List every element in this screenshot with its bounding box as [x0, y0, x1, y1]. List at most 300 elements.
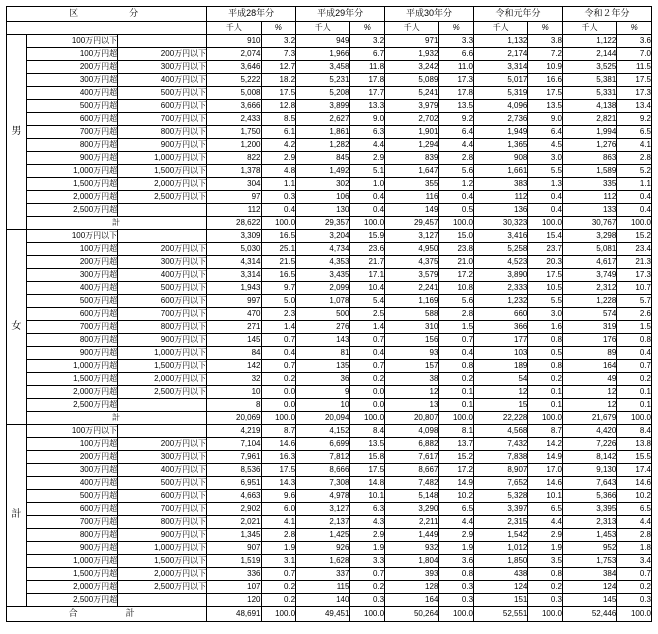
value-percent: 8.7 [528, 425, 563, 438]
value-percent: 0.8 [528, 334, 563, 347]
bracket-lower-bound: 700万円超 [26, 321, 117, 334]
value-thousands: 3,579 [385, 269, 439, 282]
value-thousands: 8,667 [385, 464, 439, 477]
value-percent: 13.7 [439, 438, 474, 451]
value-percent: 0.1 [439, 386, 474, 399]
value-percent: 23.7 [528, 243, 563, 256]
value-thousands: 142 [207, 360, 261, 373]
value-thousands: 1,122 [562, 35, 616, 48]
value-percent: 0.7 [439, 334, 474, 347]
value-percent: 6.5 [439, 503, 474, 516]
grand-total-thousands: 48,691 [207, 607, 261, 622]
value-thousands: 2,137 [296, 516, 350, 529]
value-percent: 3.0 [528, 308, 563, 321]
value-percent: 14.3 [261, 477, 296, 490]
value-percent: 17.5 [350, 464, 385, 477]
table-row [7, 269, 652, 282]
grand-total-row [7, 607, 652, 622]
bracket-lower-bound: 300万円超 [26, 269, 117, 282]
bracket-upper-bound: 700万円以下 [118, 503, 207, 516]
value-thousands: 4,663 [207, 490, 261, 503]
table-row [7, 477, 652, 490]
value-percent: 10.7 [617, 282, 652, 295]
bracket-lower-bound: 300万円超 [26, 464, 117, 477]
value-percent: 14.6 [261, 438, 296, 451]
value-percent: 0.0 [261, 399, 296, 412]
table-row [7, 542, 652, 555]
value-percent: 0.0 [350, 399, 385, 412]
bracket-lower-bound: 2,000万円超 [26, 386, 117, 399]
value-thousands: 130 [296, 204, 350, 217]
group-label-male: 男 [7, 35, 27, 230]
value-thousands: 4,523 [474, 256, 528, 269]
value-thousands: 143 [296, 334, 350, 347]
table-row [7, 100, 652, 113]
bracket-lower-bound: 900万円超 [26, 347, 117, 360]
value-percent: 0.4 [617, 204, 652, 217]
value-percent: 8.1 [439, 425, 474, 438]
value-percent: 17.3 [617, 269, 652, 282]
value-percent: 0.0 [350, 386, 385, 399]
value-percent: 13.4 [617, 100, 652, 113]
subtotal-label-male: 計 [26, 217, 206, 230]
value-percent: 9.2 [439, 113, 474, 126]
value-thousands: 1,453 [562, 529, 616, 542]
value-thousands: 49 [562, 373, 616, 386]
bracket-lower-bound: 600万円超 [26, 113, 117, 126]
value-percent: 0.8 [617, 334, 652, 347]
bracket-upper-bound: 900万円以下 [118, 334, 207, 347]
value-percent: 0.3 [261, 191, 296, 204]
table-row [7, 425, 652, 438]
value-thousands: 3,458 [296, 61, 350, 74]
value-percent: 15.2 [439, 451, 474, 464]
subtotal-percent: 100.0 [528, 217, 563, 230]
bracket-upper-bound: 1,000万円以下 [118, 152, 207, 165]
value-percent: 0.4 [439, 347, 474, 360]
value-thousands: 2,821 [562, 113, 616, 126]
value-percent: 5.0 [261, 295, 296, 308]
value-thousands: 1,647 [385, 165, 439, 178]
grand-total-label: 合 計 [7, 607, 207, 622]
value-thousands: 910 [207, 35, 261, 48]
value-thousands: 5,081 [562, 243, 616, 256]
value-thousands: 4,375 [385, 256, 439, 269]
table-row [7, 243, 652, 256]
subtotal-thousands: 30,323 [474, 217, 528, 230]
value-percent: 2.5 [350, 308, 385, 321]
value-thousands: 10 [207, 386, 261, 399]
value-thousands: 156 [385, 334, 439, 347]
value-percent: 4.5 [528, 139, 563, 152]
bracket-lower-bound: 700万円超 [26, 516, 117, 529]
value-percent: 0.3 [439, 594, 474, 607]
header-year-4: 令和元年分 [474, 7, 563, 22]
value-thousands: 5,366 [562, 490, 616, 503]
value-thousands: 120 [207, 594, 261, 607]
value-percent: 7.3 [261, 48, 296, 61]
table-row [7, 126, 652, 139]
value-percent: 14.9 [439, 477, 474, 490]
value-percent: 14.6 [528, 477, 563, 490]
value-percent: 0.1 [528, 386, 563, 399]
value-percent: 21.7 [350, 256, 385, 269]
value-thousands: 124 [474, 581, 528, 594]
value-thousands: 5,008 [207, 87, 261, 100]
value-percent: 1.0 [350, 178, 385, 191]
bracket-lower-bound: 2,000万円超 [26, 581, 117, 594]
bracket-upper-bound: 800万円以下 [118, 126, 207, 139]
value-thousands: 116 [385, 191, 439, 204]
value-percent: 4.1 [617, 139, 652, 152]
value-thousands: 908 [474, 152, 528, 165]
bracket-lower-bound: 100万円以下 [26, 425, 117, 438]
value-percent: 0.4 [439, 191, 474, 204]
value-percent: 2.3 [261, 308, 296, 321]
value-percent: 2.8 [439, 152, 474, 165]
value-thousands: 164 [562, 360, 616, 373]
value-percent: 3.1 [261, 555, 296, 568]
bracket-upper-bound: 200万円以下 [118, 438, 207, 451]
value-percent: 3.3 [439, 35, 474, 48]
value-percent: 18.2 [261, 74, 296, 87]
table-row [7, 451, 652, 464]
value-thousands: 7,812 [296, 451, 350, 464]
value-percent: 0.7 [617, 360, 652, 373]
value-percent: 4.3 [350, 516, 385, 529]
table-row [7, 152, 652, 165]
bracket-lower-bound: 900万円超 [26, 152, 117, 165]
bracket-upper-bound: 300万円以下 [118, 451, 207, 464]
grand-total-thousands: 52,551 [474, 607, 528, 622]
value-thousands: 5,222 [207, 74, 261, 87]
table-row [7, 516, 652, 529]
value-thousands: 4,353 [296, 256, 350, 269]
value-percent: 0.7 [350, 568, 385, 581]
value-percent: 0.2 [261, 373, 296, 386]
value-thousands: 1,492 [296, 165, 350, 178]
subtotal-thousands: 28,622 [207, 217, 261, 230]
value-thousands: 276 [296, 321, 350, 334]
value-percent: 21.0 [439, 256, 474, 269]
value-thousands: 54 [474, 373, 528, 386]
bracket-lower-bound: 1,500万円超 [26, 568, 117, 581]
bracket-upper-bound: 700万円以下 [118, 308, 207, 321]
value-percent: 8.4 [617, 425, 652, 438]
value-percent: 15.8 [350, 451, 385, 464]
value-thousands: 470 [207, 308, 261, 321]
bracket-upper-bound: 2,000万円以下 [118, 373, 207, 386]
value-thousands: 2,241 [385, 282, 439, 295]
value-percent: 5.4 [350, 295, 385, 308]
subtotal-percent: 100.0 [528, 412, 563, 425]
value-percent: 4.4 [439, 139, 474, 152]
value-thousands: 7,104 [207, 438, 261, 451]
value-percent: 8.5 [261, 113, 296, 126]
value-thousands: 3,127 [385, 230, 439, 243]
value-thousands: 3,646 [207, 61, 261, 74]
value-percent: 0.7 [261, 360, 296, 373]
value-thousands: 4,314 [207, 256, 261, 269]
value-thousands: 384 [562, 568, 616, 581]
value-thousands: 971 [385, 35, 439, 48]
value-thousands: 383 [474, 178, 528, 191]
value-percent: 4.2 [261, 139, 296, 152]
value-thousands: 107 [207, 581, 261, 594]
table-row [7, 321, 652, 334]
bracket-upper-bound: 1,500万円以下 [118, 165, 207, 178]
value-percent: 15.4 [528, 230, 563, 243]
bracket-upper-bound: 1,000万円以下 [118, 542, 207, 555]
bracket-upper-bound: 2,500万円以下 [118, 386, 207, 399]
value-thousands: 8 [207, 399, 261, 412]
value-percent: 1.9 [439, 542, 474, 555]
value-thousands: 3,395 [562, 503, 616, 516]
table-row [7, 204, 652, 217]
value-thousands: 15 [474, 399, 528, 412]
bracket-upper-bound: 2,500万円以下 [118, 191, 207, 204]
bracket-lower-bound: 600万円超 [26, 503, 117, 516]
value-thousands: 4,219 [207, 425, 261, 438]
value-thousands: 574 [562, 308, 616, 321]
value-thousands: 3,979 [385, 100, 439, 113]
bracket-upper-bound: 1,000万円以下 [118, 347, 207, 360]
value-percent: 0.8 [439, 568, 474, 581]
bracket-lower-bound: 1,500万円超 [26, 373, 117, 386]
bracket-upper-bound: 1,500万円以下 [118, 555, 207, 568]
value-thousands: 128 [385, 581, 439, 594]
value-percent: 2.9 [350, 529, 385, 542]
value-thousands: 2,313 [562, 516, 616, 529]
value-percent: 0.1 [439, 399, 474, 412]
value-thousands: 997 [207, 295, 261, 308]
value-thousands: 3,525 [562, 61, 616, 74]
value-percent: 23.4 [617, 243, 652, 256]
value-percent: 3.3 [350, 555, 385, 568]
table-row [7, 581, 652, 594]
table-row [7, 230, 652, 243]
value-thousands: 1,750 [207, 126, 261, 139]
value-percent: 2.8 [617, 152, 652, 165]
bracket-lower-bound: 1,000万円超 [26, 555, 117, 568]
value-thousands: 38 [385, 373, 439, 386]
value-thousands: 84 [207, 347, 261, 360]
value-thousands: 7,652 [474, 477, 528, 490]
value-thousands: 2,174 [474, 48, 528, 61]
value-percent: 11.5 [617, 61, 652, 74]
value-percent: 4.4 [617, 516, 652, 529]
header-unit-2: 千人 [296, 22, 350, 35]
bracket-upper-bound: 800万円以下 [118, 516, 207, 529]
value-thousands: 3,890 [474, 269, 528, 282]
bracket-upper-bound: 600万円以下 [118, 100, 207, 113]
value-percent: 10.1 [528, 490, 563, 503]
value-thousands: 1,200 [207, 139, 261, 152]
bracket-upper-bound: 200万円以下 [118, 48, 207, 61]
value-thousands: 6,882 [385, 438, 439, 451]
subtotal-percent: 100.0 [617, 217, 652, 230]
value-thousands: 355 [385, 178, 439, 191]
value-percent: 1.4 [261, 321, 296, 334]
value-percent: 13.5 [528, 100, 563, 113]
grand-total-percent: 100.0 [350, 607, 385, 622]
value-percent: 13.5 [439, 100, 474, 113]
bracket-upper-bound: 2,500万円以下 [118, 581, 207, 594]
value-thousands: 4,978 [296, 490, 350, 503]
value-percent: 1.8 [617, 542, 652, 555]
group-label-female: 女 [7, 230, 27, 425]
table-row [7, 529, 652, 542]
subtotal-thousands: 29,357 [296, 217, 350, 230]
value-thousands: 2,736 [474, 113, 528, 126]
value-percent: 23.8 [439, 243, 474, 256]
value-percent: 2.8 [261, 529, 296, 542]
group-label-total: 計 [7, 425, 27, 607]
value-percent: 3.2 [261, 35, 296, 48]
value-percent: 0.2 [350, 373, 385, 386]
value-percent: 6.7 [350, 48, 385, 61]
subtotal-thousands: 30,767 [562, 217, 616, 230]
value-percent: 0.7 [261, 334, 296, 347]
header-year-5: 令和２年分 [562, 7, 651, 22]
value-thousands: 1,861 [296, 126, 350, 139]
value-thousands: 3,242 [385, 61, 439, 74]
table-row [7, 490, 652, 503]
value-thousands: 7,432 [474, 438, 528, 451]
value-percent: 14.9 [528, 451, 563, 464]
value-percent: 17.2 [439, 464, 474, 477]
value-percent: 0.8 [439, 360, 474, 373]
subtotal-label-female: 計 [26, 412, 206, 425]
value-thousands: 1,949 [474, 126, 528, 139]
grand-total-percent: 100.0 [617, 607, 652, 622]
bracket-upper-bound: 2,000万円以下 [118, 568, 207, 581]
value-percent: 5.5 [528, 165, 563, 178]
value-thousands: 135 [296, 360, 350, 373]
table-row [7, 594, 652, 607]
value-thousands: 5,328 [474, 490, 528, 503]
value-percent: 16.5 [261, 230, 296, 243]
value-thousands: 8,536 [207, 464, 261, 477]
table-row [7, 360, 652, 373]
bracket-lower-bound: 500万円超 [26, 100, 117, 113]
bracket-lower-bound: 1,500万円超 [26, 178, 117, 191]
grand-total-thousands: 49,451 [296, 607, 350, 622]
value-thousands: 907 [207, 542, 261, 555]
bracket-upper-bound [118, 594, 207, 607]
value-thousands: 6,699 [296, 438, 350, 451]
value-thousands: 6,951 [207, 477, 261, 490]
value-percent: 0.2 [261, 581, 296, 594]
value-percent: 17.5 [617, 74, 652, 87]
subtotal-thousands: 21,679 [562, 412, 616, 425]
value-thousands: 157 [385, 360, 439, 373]
value-thousands: 7,226 [562, 438, 616, 451]
bracket-lower-bound: 1,000万円超 [26, 165, 117, 178]
value-percent: 0.0 [261, 386, 296, 399]
bracket-upper-bound [118, 425, 207, 438]
value-thousands: 2,021 [207, 516, 261, 529]
value-thousands: 500 [296, 308, 350, 321]
value-thousands: 12 [385, 386, 439, 399]
value-percent: 10.2 [617, 490, 652, 503]
value-percent: 8.7 [261, 425, 296, 438]
value-percent: 6.0 [261, 503, 296, 516]
value-thousands: 3,435 [296, 269, 350, 282]
table-row [7, 61, 652, 74]
bracket-lower-bound: 200万円超 [26, 451, 117, 464]
bracket-lower-bound: 100万円超 [26, 243, 117, 256]
value-thousands: 5,208 [296, 87, 350, 100]
value-thousands: 1,012 [474, 542, 528, 555]
value-percent: 25.1 [261, 243, 296, 256]
value-percent: 0.1 [528, 399, 563, 412]
value-percent: 0.2 [528, 581, 563, 594]
bracket-lower-bound: 700万円超 [26, 126, 117, 139]
value-thousands: 1,232 [474, 295, 528, 308]
header-unit-1: 千人 [207, 22, 261, 35]
value-thousands: 302 [296, 178, 350, 191]
value-percent: 13.3 [350, 100, 385, 113]
header-year-3: 平成30年分 [385, 7, 474, 22]
table-body [7, 7, 652, 622]
value-thousands: 89 [562, 347, 616, 360]
table-row [7, 256, 652, 269]
value-thousands: 7,617 [385, 451, 439, 464]
value-percent: 17.3 [439, 74, 474, 87]
grand-total-percent: 100.0 [528, 607, 563, 622]
bracket-lower-bound: 2,500万円超 [26, 204, 117, 217]
value-percent: 0.2 [350, 581, 385, 594]
table-row [7, 438, 652, 451]
value-percent: 3.8 [528, 35, 563, 48]
value-thousands: 10 [296, 399, 350, 412]
value-thousands: 3,749 [562, 269, 616, 282]
value-thousands: 3,204 [296, 230, 350, 243]
value-thousands: 7,961 [207, 451, 261, 464]
value-thousands: 1,628 [296, 555, 350, 568]
value-thousands: 1,282 [296, 139, 350, 152]
value-thousands: 926 [296, 542, 350, 555]
table-row [7, 373, 652, 386]
bracket-upper-bound: 800万円以下 [118, 321, 207, 334]
value-thousands: 1,276 [562, 139, 616, 152]
value-thousands: 32 [207, 373, 261, 386]
value-thousands: 7,308 [296, 477, 350, 490]
value-thousands: 4,420 [562, 425, 616, 438]
table-row [7, 87, 652, 100]
value-thousands: 4,152 [296, 425, 350, 438]
bracket-lower-bound: 800万円超 [26, 334, 117, 347]
value-percent: 0.4 [350, 191, 385, 204]
value-thousands: 1,169 [385, 295, 439, 308]
value-thousands: 7,482 [385, 477, 439, 490]
value-thousands: 4,568 [474, 425, 528, 438]
value-thousands: 12 [562, 386, 616, 399]
value-percent: 17.5 [261, 464, 296, 477]
bracket-lower-bound: 600万円超 [26, 308, 117, 321]
value-percent: 16.3 [261, 451, 296, 464]
grand-total-thousands: 50,264 [385, 607, 439, 622]
bracket-lower-bound: 100万円超 [26, 438, 117, 451]
bracket-upper-bound: 300万円以下 [118, 61, 207, 74]
value-percent: 2.9 [528, 529, 563, 542]
value-thousands: 438 [474, 568, 528, 581]
value-thousands: 2,099 [296, 282, 350, 295]
value-percent: 4.1 [261, 516, 296, 529]
value-thousands: 133 [562, 204, 616, 217]
value-percent: 2.9 [350, 152, 385, 165]
